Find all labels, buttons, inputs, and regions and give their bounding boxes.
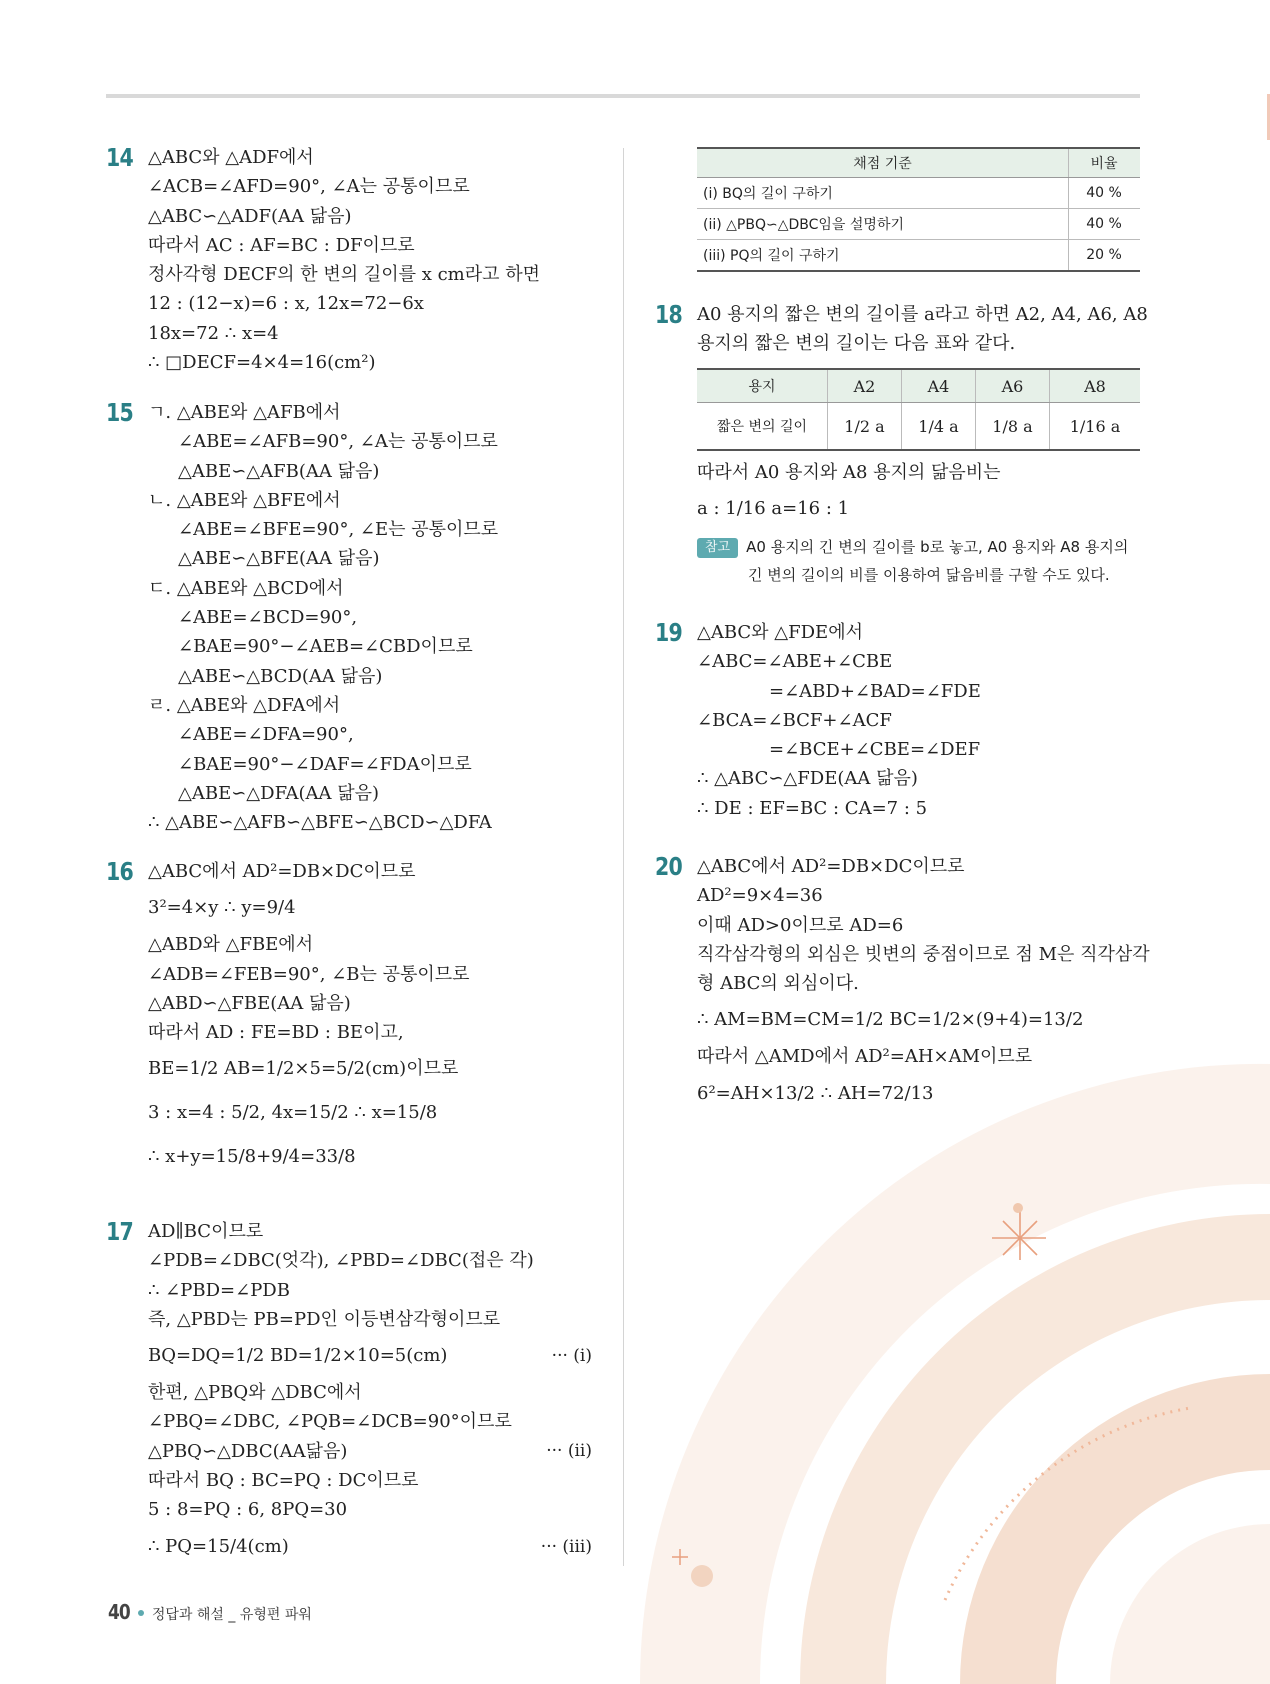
text-line bbox=[148, 930, 470, 959]
text-line bbox=[148, 1047, 470, 1091]
line-text: ∠PBQ=∠DBC, ∠PQB=∠DCB=90°이므로 bbox=[148, 1411, 512, 1433]
line-text: ㄹ. △ABE와 △DFA에서 bbox=[148, 694, 341, 716]
line-text: △ABE∽△BCD(AA 닮음) bbox=[178, 665, 383, 687]
solution-body bbox=[697, 852, 1150, 1116]
table-cell: 짧은 변의 길이 bbox=[697, 403, 828, 451]
line-text: 정사각형 DECF의 한 변의 길이를 x cm라고 하면 bbox=[148, 264, 541, 286]
table-row bbox=[697, 209, 1140, 240]
text-line bbox=[148, 1466, 598, 1495]
text-line bbox=[148, 779, 498, 808]
problem-number: 17 bbox=[106, 1217, 133, 1246]
note-tag: 참고 bbox=[697, 538, 738, 558]
line-text: ㄴ. △ABE와 △BFE에서 bbox=[148, 489, 341, 511]
footer-label: 정답과 해설 _ 유형편 파워 bbox=[151, 1607, 312, 1623]
text-line bbox=[148, 1407, 598, 1436]
line-text: ∠BAE=90°−∠AEB=∠CBD이므로 bbox=[178, 636, 473, 658]
text-line bbox=[697, 911, 1150, 940]
line-text: BE=1/2 AB=1/2×5=5/2(cm)이므로 bbox=[148, 1058, 459, 1080]
text-line bbox=[148, 750, 498, 779]
problem-number: 20 bbox=[655, 852, 682, 881]
text-line bbox=[148, 808, 498, 837]
table-header: 용지 bbox=[697, 369, 828, 403]
text-line bbox=[148, 603, 498, 632]
line-text: ∠BAE=90°−∠DAF=∠FDA이므로 bbox=[178, 753, 472, 775]
text-line bbox=[148, 886, 470, 930]
text-line bbox=[148, 172, 540, 201]
line-text: ∴ PQ=15/4(cm) bbox=[148, 1535, 289, 1557]
text-line bbox=[148, 1334, 598, 1378]
text-line bbox=[148, 289, 540, 318]
dot-icon bbox=[691, 1565, 713, 1587]
text-line bbox=[148, 989, 470, 1018]
line-text: ∴ DE : EF=BC : CA=7 : 5 bbox=[697, 797, 928, 819]
text-line bbox=[148, 1305, 598, 1334]
line-text: 형 ABC의 외심이다. bbox=[697, 973, 859, 995]
text-line bbox=[148, 1018, 470, 1047]
line-text: △ABD와 △FBE에서 bbox=[148, 934, 314, 956]
grading-cell: (ii) △PBQ∽△DBC임을 설명하기 bbox=[697, 209, 1069, 240]
text-line: 따라서 A0 용지와 A8 용지의 닮음비는 bbox=[697, 462, 1001, 483]
line-text: ∠ABE=∠BCD=90°, bbox=[178, 607, 358, 629]
dot-icon bbox=[138, 1610, 144, 1616]
grading-header-criteria: 채점 기준 bbox=[697, 148, 1069, 178]
line-text: 12 : (12−x)=6 : x, 12x=72−6x bbox=[148, 293, 424, 315]
table-cell: 1/8 a bbox=[975, 403, 1049, 451]
text-line bbox=[697, 940, 1150, 969]
line-text: ∴ AM=BM=CM=1/2 BC=1/2×(9+4)=13/2 bbox=[697, 1009, 1084, 1031]
text-line: a : 1/16 a=16 : 1 bbox=[697, 498, 850, 520]
problem-number: 14 bbox=[106, 143, 133, 172]
note-text: 긴 변의 길이의 비를 이용하여 닮음비를 구할 수도 있다. bbox=[748, 566, 1110, 585]
text-line bbox=[148, 1495, 598, 1524]
text-line bbox=[697, 852, 1150, 881]
step-marker: ··· (ii) bbox=[546, 1440, 592, 1461]
table-row bbox=[697, 178, 1140, 209]
line-text: 5 : 8=PQ : 6, 8PQ=30 bbox=[148, 1499, 348, 1521]
line-text: ㄱ. △ABE와 △AFB에서 bbox=[148, 402, 341, 423]
line-text: 따라서 AD : FE=BD : BE이고, bbox=[148, 1022, 404, 1044]
text-line bbox=[148, 1246, 598, 1275]
table-cell: 1/2 a bbox=[828, 403, 902, 451]
line-text: ∠ABE=∠DFA=90°, bbox=[178, 724, 354, 746]
solution-body bbox=[148, 857, 470, 1179]
line-text: ∠BCA=∠BCF+∠ACF bbox=[697, 709, 892, 731]
text-line bbox=[697, 735, 981, 764]
step-marker: ··· (i) bbox=[551, 1346, 592, 1367]
problem-number: 19 bbox=[655, 618, 682, 647]
line-text: =∠BCE+∠CBE=∠DEF bbox=[769, 739, 981, 761]
solution-body bbox=[148, 143, 540, 377]
text-line bbox=[697, 647, 981, 676]
line-text: △ABC와 △FDE에서 bbox=[697, 622, 863, 643]
note-text: A0 용지의 긴 변의 길이를 b로 놓고, A0 용지와 A8 용지의 bbox=[746, 538, 1129, 557]
problem-number: 15 bbox=[106, 398, 133, 427]
grading-table bbox=[697, 147, 1140, 272]
grading-cell: (iii) PQ의 길이 구하기 bbox=[697, 240, 1069, 272]
text-line bbox=[148, 857, 470, 886]
solution-body bbox=[148, 1217, 598, 1569]
text-line bbox=[697, 618, 981, 647]
line-text: ㄷ. △ABE와 △BCD에서 bbox=[148, 577, 344, 599]
line-text: BQ=DQ=1/2 BD=1/2×10=5(cm) bbox=[148, 1345, 448, 1367]
text-line bbox=[148, 574, 498, 603]
line-text: △ABC와 △ADF에서 bbox=[148, 147, 314, 168]
line-text: 6²=AH×13/2 ∴ AH=72/13 bbox=[697, 1082, 934, 1104]
text-line bbox=[148, 260, 540, 289]
problem-number: 16 bbox=[106, 857, 133, 886]
text-line bbox=[148, 691, 498, 720]
line-text: ∠ADB=∠FEB=90°, ∠B는 공통이므로 bbox=[148, 963, 470, 985]
text-line bbox=[697, 677, 981, 706]
text-line bbox=[148, 960, 470, 989]
text-line bbox=[148, 427, 498, 456]
line-text: ∠ABE=∠BFE=90°, ∠E는 공통이므로 bbox=[178, 519, 499, 541]
text-line bbox=[148, 486, 498, 515]
problem-18-after bbox=[697, 458, 1128, 589]
text-line bbox=[148, 632, 498, 661]
text-line bbox=[697, 1072, 1150, 1116]
text-line bbox=[148, 457, 498, 486]
table-header: A6 bbox=[975, 369, 1049, 403]
text-line bbox=[148, 1276, 598, 1305]
problem-number: 18 bbox=[655, 300, 682, 329]
text-line bbox=[148, 348, 540, 377]
paper-size-table bbox=[697, 368, 1140, 451]
line-text: ∠ACB=∠AFD=90°, ∠A는 공통이므로 bbox=[148, 176, 470, 198]
text-line bbox=[148, 231, 540, 260]
line-text: 3 : x=4 : 5/2, 4x=15/2 ∴ x=15/8 bbox=[148, 1102, 438, 1124]
line-text: ∴ □DECF=4×4=16(cm²) bbox=[148, 352, 376, 374]
line-text: △ABE∽△BFE(AA 닮음) bbox=[178, 548, 380, 570]
table-row bbox=[697, 240, 1140, 272]
line-text: 이때 AD>0이므로 AD=6 bbox=[697, 914, 904, 936]
line-text: △ABE∽△AFB(AA 닮음) bbox=[178, 460, 380, 482]
line-text: △ABE∽△DFA(AA 닮음) bbox=[178, 782, 380, 804]
grading-header-ratio: 비율 bbox=[1069, 148, 1141, 178]
page-footer bbox=[106, 1600, 312, 1624]
line-text: AD²=9×4=36 bbox=[697, 885, 823, 907]
text-line bbox=[148, 662, 498, 691]
line-text: 한편, △PBQ와 △DBC에서 bbox=[148, 1382, 362, 1404]
text-line bbox=[697, 764, 981, 793]
text-line bbox=[148, 319, 540, 348]
text-line bbox=[148, 398, 498, 427]
page-number: 40 bbox=[107, 1600, 130, 1624]
line-text: 18x=72 ∴ x=4 bbox=[148, 322, 279, 344]
table-row bbox=[697, 403, 1140, 451]
text-line bbox=[148, 1217, 598, 1246]
line-text: 따라서 BQ : BC=PQ : DC이므로 bbox=[148, 1470, 419, 1492]
solution-body bbox=[697, 300, 1148, 359]
text-line bbox=[148, 1091, 470, 1135]
line-text: △ABD∽△FBE(AA 닮음) bbox=[148, 992, 351, 1014]
text-line bbox=[697, 998, 1150, 1042]
text-line bbox=[697, 706, 981, 735]
text-line bbox=[148, 143, 540, 172]
text-line bbox=[697, 794, 981, 823]
line-text: △ABC∽△ADF(AA 닮음) bbox=[148, 205, 352, 227]
line-text: ∴ △ABE∽△AFB∽△BFE∽△BCD∽△DFA bbox=[148, 812, 492, 834]
text-line bbox=[148, 202, 540, 231]
grading-cell: 20 % bbox=[1069, 240, 1141, 272]
text-line bbox=[148, 544, 498, 573]
line-text: 따라서 AC : AF=BC : DF이므로 bbox=[148, 234, 415, 256]
line-text: ∠ABC=∠ABE+∠CBE bbox=[697, 651, 893, 673]
grading-cell: 40 % bbox=[1069, 209, 1141, 240]
line-text: 직각삼각형의 외심은 빗변의 중점이므로 점 M은 직각삼각 bbox=[697, 943, 1150, 965]
line-text: △PBQ∽△DBC(AA닮음) bbox=[148, 1440, 348, 1462]
table-header: A2 bbox=[828, 369, 902, 403]
text-line bbox=[697, 1042, 1150, 1071]
line-text: △ABC에서 AD²=DB×DC이므로 bbox=[148, 861, 416, 882]
table-cell: 1/4 a bbox=[901, 403, 975, 451]
text-line bbox=[148, 515, 498, 544]
line-text: 따라서 △AMD에서 AD²=AH×AM이므로 bbox=[697, 1046, 1033, 1068]
text-line bbox=[697, 881, 1150, 910]
text-line bbox=[697, 969, 1150, 998]
line-text: AD∥BC이므로 bbox=[148, 1221, 264, 1242]
line-text: ∠PDB=∠DBC(엇각), ∠PBD=∠DBC(접은 각) bbox=[148, 1250, 534, 1272]
dot-icon bbox=[1013, 1203, 1023, 1213]
table-header: A4 bbox=[901, 369, 975, 403]
line-text: ∠ABE=∠AFB=90°, ∠A는 공통이므로 bbox=[178, 431, 498, 453]
solution-body bbox=[697, 618, 981, 823]
step-marker: ··· (iii) bbox=[540, 1536, 592, 1557]
line-text: =∠ABD+∠BAD=∠FDE bbox=[769, 680, 981, 702]
line-text: △ABC에서 AD²=DB×DC이므로 bbox=[697, 856, 965, 877]
table-cell: 1/16 a bbox=[1049, 403, 1140, 451]
solution-body bbox=[148, 398, 498, 837]
text-line: A0 용지의 짧은 변의 길이를 a라고 하면 A2, A4, A6, A8 bbox=[697, 304, 1148, 325]
note-line bbox=[697, 533, 1128, 561]
table-header: A8 bbox=[1049, 369, 1140, 403]
grading-cell: 40 % bbox=[1069, 178, 1141, 209]
text-line bbox=[148, 720, 498, 749]
line-text: 3²=4×y ∴ y=9/4 bbox=[148, 897, 296, 919]
line-text: ∴ ∠PBD=∠PDB bbox=[148, 1279, 290, 1301]
text-line bbox=[148, 1525, 598, 1569]
text-line: 용지의 짧은 변의 길이는 다음 표와 같다. bbox=[697, 333, 1016, 355]
grading-cell: (i) BQ의 길이 구하기 bbox=[697, 178, 1069, 209]
line-text: 즉, △PBD는 PB=PD인 이등변삼각형이므로 bbox=[148, 1308, 501, 1330]
text-line bbox=[148, 1437, 598, 1466]
text-line bbox=[148, 1378, 598, 1407]
line-text: ∴ △ABC∽△FDE(AA 닮음) bbox=[697, 768, 918, 790]
line-text: ∴ x+y=15/8+9/4=33/8 bbox=[148, 1146, 356, 1168]
text-line bbox=[148, 1135, 470, 1179]
